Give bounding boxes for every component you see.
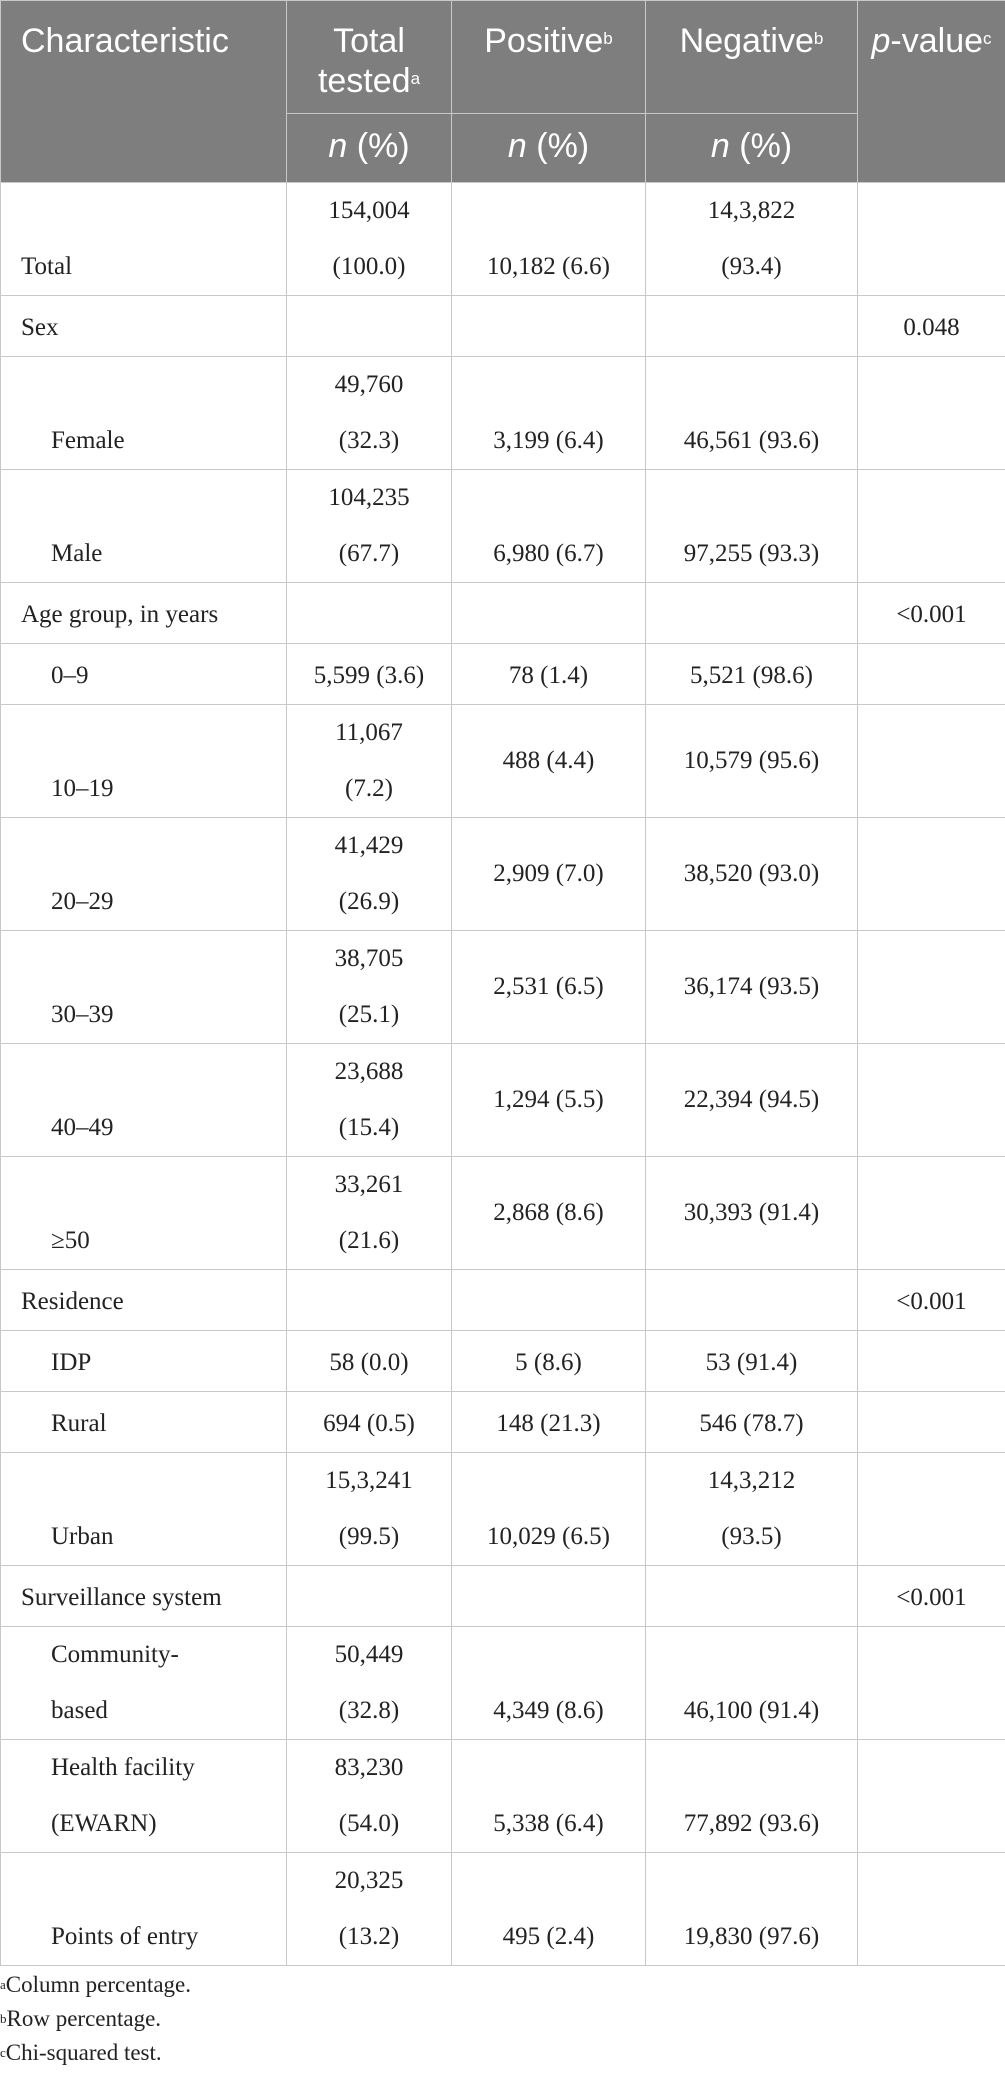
cell-total-tested: 49,760 (32.3): [287, 357, 452, 470]
row-label: Male: [1, 470, 287, 583]
cell-positive: 3,199 (6.4): [452, 357, 646, 470]
cell-p-value: [858, 470, 1005, 583]
cell-total-tested: 694 (0.5): [287, 1392, 452, 1453]
table-body: [1, 183, 1005, 1966]
cell-p-value: [858, 1453, 1005, 1566]
cell-total-tested: 38,705 (25.1): [287, 931, 452, 1044]
subheader-negative-n-pct: n (%): [646, 114, 858, 183]
subheader-positive-n-pct: n (%): [452, 114, 646, 183]
table-row: [1, 1566, 1005, 1627]
cell-total-tested: [287, 296, 452, 357]
table-row: [1, 644, 1005, 705]
table-row: [1, 1453, 1005, 1566]
cell-negative: 36,174 (93.5): [646, 931, 858, 1044]
row-label: Urban: [1, 1453, 287, 1566]
cell-positive: [452, 583, 646, 644]
cell-positive: 2,868 (8.6): [452, 1157, 646, 1270]
row-label: 10–19: [1, 705, 287, 818]
row-label: IDP: [1, 1331, 287, 1392]
cell-negative: [646, 583, 858, 644]
subheader-total-n-pct: n (%): [287, 114, 452, 183]
cell-total-tested: 41,429 (26.9): [287, 818, 452, 931]
cell-total-tested: 154,004 (100.0): [287, 183, 452, 296]
cell-p-value: <0.001: [858, 583, 1005, 644]
table-row: [1, 357, 1005, 470]
table-row: [1, 1270, 1005, 1331]
cell-total-tested: 83,230 (54.0): [287, 1740, 452, 1853]
cell-negative: 19,830 (97.6): [646, 1853, 858, 1966]
row-label: Age group, in years: [1, 583, 287, 644]
header-p-value: p-value$^c$: [858, 1, 1005, 183]
row-label: Rural: [1, 1392, 287, 1453]
table-row: [1, 1853, 1005, 1966]
cell-negative: 10,579 (95.6): [646, 705, 858, 818]
table-row: [1, 183, 1005, 296]
table-row: [1, 1740, 1005, 1853]
table-row: [1, 1627, 1005, 1740]
table-row: [1, 1331, 1005, 1392]
row-label: Community- based: [1, 1627, 287, 1740]
cell-positive: [452, 296, 646, 357]
cell-negative: 77,892 (93.6): [646, 1740, 858, 1853]
cell-negative: [646, 296, 858, 357]
cell-negative: 46,100 (91.4): [646, 1627, 858, 1740]
cell-total-tested: 23,688 (15.4): [287, 1044, 452, 1157]
cell-p-value: [858, 183, 1005, 296]
cell-positive: [452, 1270, 646, 1331]
cell-negative: 53 (91.4): [646, 1331, 858, 1392]
footnote: $^a$Column percentage.: [0, 1972, 191, 1997]
row-label: 20–29: [1, 818, 287, 931]
cell-total-tested: 11,067 (7.2): [287, 705, 452, 818]
table-row: [1, 1157, 1005, 1270]
table-row: [1, 1044, 1005, 1157]
row-label: Health facility (EWARN): [1, 1740, 287, 1853]
cell-positive: 2,531 (6.5): [452, 931, 646, 1044]
cell-positive: 10,182 (6.6): [452, 183, 646, 296]
row-label: Sex: [1, 296, 287, 357]
cell-total-tested: 33,261 (21.6): [287, 1157, 452, 1270]
cell-positive: 78 (1.4): [452, 644, 646, 705]
cell-negative: 38,520 (93.0): [646, 818, 858, 931]
cell-p-value: [858, 357, 1005, 470]
cell-negative: 97,255 (93.3): [646, 470, 858, 583]
cell-p-value: 0.048: [858, 296, 1005, 357]
cell-positive: 5 (8.6): [452, 1331, 646, 1392]
header-total-tested: Total tested$^a$: [287, 1, 452, 114]
cell-total-tested: [287, 1566, 452, 1627]
cell-p-value: [858, 931, 1005, 1044]
table-row: [1, 818, 1005, 931]
row-label: 0–9: [1, 644, 287, 705]
cell-p-value: [858, 1627, 1005, 1740]
cell-positive: 6,980 (6.7): [452, 470, 646, 583]
cell-negative: 14,3,822 (93.4): [646, 183, 858, 296]
cell-positive: [452, 1566, 646, 1627]
cell-p-value: [858, 1853, 1005, 1966]
cell-negative: 14,3,212 (93.5): [646, 1453, 858, 1566]
cell-total-tested: 15,3,241 (99.5): [287, 1453, 452, 1566]
row-label: Points of entry: [1, 1853, 287, 1966]
cell-p-value: <0.001: [858, 1270, 1005, 1331]
cell-p-value: [858, 1044, 1005, 1157]
cell-negative: 30,393 (91.4): [646, 1157, 858, 1270]
table-row: [1, 931, 1005, 1044]
row-label: Female: [1, 357, 287, 470]
cell-p-value: <0.001: [858, 1566, 1005, 1627]
table-header: [1, 1, 1005, 183]
cell-p-value: [858, 644, 1005, 705]
cell-total-tested: 20,325 (13.2): [287, 1853, 452, 1966]
table-row: [1, 470, 1005, 583]
cell-negative: [646, 1270, 858, 1331]
row-label: ≥50: [1, 1157, 287, 1270]
cell-negative: 546 (78.7): [646, 1392, 858, 1453]
header-negative: Negative$^b$: [646, 1, 858, 114]
cell-total-tested: 104,235 (67.7): [287, 470, 452, 583]
cell-p-value: [858, 1157, 1005, 1270]
row-label: Residence: [1, 1270, 287, 1331]
cell-p-value: [858, 1331, 1005, 1392]
footnote: $^c$Chi-squared test.: [0, 2040, 162, 2065]
footnotes: [0, 1968, 1005, 2070]
cell-negative: 5,521 (98.6): [646, 644, 858, 705]
header-positive: Positive$^b$: [452, 1, 646, 114]
table-row: [1, 583, 1005, 644]
cell-p-value: [858, 705, 1005, 818]
cell-p-value: [858, 818, 1005, 931]
header-characteristic: Characteristic: [1, 1, 287, 183]
footnote: $^b$Row percentage.: [0, 2006, 162, 2031]
cell-total-tested: 5,599 (3.6): [287, 644, 452, 705]
cell-negative: 46,561 (93.6): [646, 357, 858, 470]
row-label: 30–39: [1, 931, 287, 1044]
row-label: Surveillance system: [1, 1566, 287, 1627]
cell-positive: 4,349 (8.6): [452, 1627, 646, 1740]
cell-negative: 22,394 (94.5): [646, 1044, 858, 1157]
cell-negative: [646, 1566, 858, 1627]
cell-positive: 1,294 (5.5): [452, 1044, 646, 1157]
row-label: Total: [1, 183, 287, 296]
cell-total-tested: 50,449 (32.8): [287, 1627, 452, 1740]
cell-positive: 2,909 (7.0): [452, 818, 646, 931]
cell-positive: 495 (2.4): [452, 1853, 646, 1966]
cell-total-tested: [287, 1270, 452, 1331]
cell-total-tested: [287, 583, 452, 644]
table-row: [1, 1392, 1005, 1453]
cell-total-tested: 58 (0.0): [287, 1331, 452, 1392]
cell-positive: 488 (4.4): [452, 705, 646, 818]
cell-p-value: [858, 1740, 1005, 1853]
table-row: [1, 296, 1005, 357]
cell-positive: 148 (21.3): [452, 1392, 646, 1453]
cell-positive: 10,029 (6.5): [452, 1453, 646, 1566]
cell-p-value: [858, 1392, 1005, 1453]
row-label: 40–49: [1, 1044, 287, 1157]
table-row: [1, 705, 1005, 818]
cell-positive: 5,338 (6.4): [452, 1740, 646, 1853]
